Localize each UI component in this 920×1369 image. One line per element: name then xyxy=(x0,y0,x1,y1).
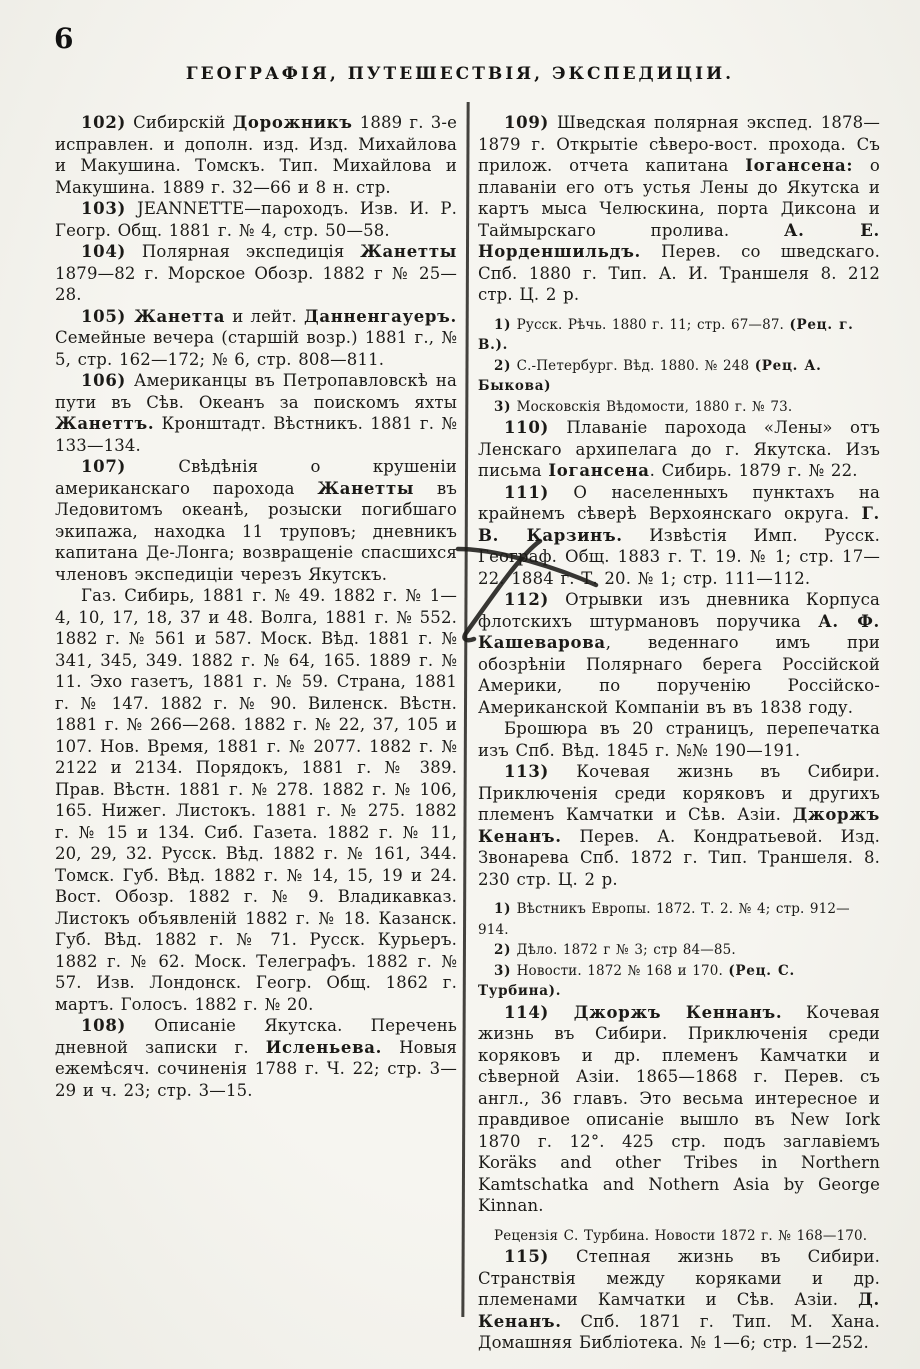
entry-113: 113) Кочевая жизнь въ Сибири. Приключенія среди коряковъ и другихъ племенъ Камчатки и Сѣв. Азіи. Джоржъ Кенанъ. Перев. А. Кондратьевой. Изд. Звонарева Спб. 1872 г. Тип. Траншеля. 8. 230 стр. Ц. 2 р. xyxy=(478,762,880,889)
footnote-109-3: 3) Московскія Вѣдомости, 1880 г. № 73. xyxy=(494,398,793,415)
entry-106: 106) Американцы въ Петропавловскѣ на пути въ Сѣв. Океанъ за поискомъ яхты Жанеттъ. Кронштадт. Вѣстникъ. 1881 г. № 133—134. xyxy=(55,371,457,455)
footnote-113-3: 3) Новости. 1872 № 168 и 170. (Рец. С. Турбина). xyxy=(478,962,795,999)
entry-102: 102) Сибирскій Дорожникъ 1889 г. 3-е исправлен. и дополн. изд. Изд. Михайлова и Макушина. Томскъ. Тип. Михайлова и Макушина. 1889 г. 32—66 и 8 н. стр. xyxy=(55,113,458,197)
running-head: ГЕОГРАФІЯ, ПУТЕШЕСТВІЯ, ЭКСПЕДИЦІИ. xyxy=(185,64,735,84)
entry-111: 111) О населенныхъ пунктахъ на крайнемъ сѣверѣ Верхоянскаго округа. Г. В. Карзинъ. Извѣстія Имп. Русск. Географ. Общ. 1883 г. Т. 19. № 1; стр. 17—22. 1884 г. Т. 20. № 1; стр. 111—112. xyxy=(478,482,880,588)
right-column xyxy=(478,112,880,1354)
entry-112: 112) Отрывки изъ дневника Корпуса флотскихъ штурмановъ поручика А. Ф. Кашеварова, веденнаго имъ при обозрѣніи Полярнаго берега Россійской Америки, по порученію Россійско-Американской Компаніи въ въ 1838 году. xyxy=(478,590,880,717)
entry-114: 114) Джоржъ Кеннанъ. Кочевая жизнь въ Сибири. Приключенія среди коряковъ и др. племенъ Камчатки и сѣверной Азіи. 1865—1868 г. Перев. съ англ., 36 главъ. Это весьма интересное и правдивое описаніе вышло въ New Iork 1870 г. 12°. 425 стр. подъ заглавіемъ Koräks and other Tribes in Northern Kamtschatka and Nothern Asia by George Kinnan. xyxy=(478,1002,880,1215)
entry-105: 105) Жанетта и лейт. Данненгауеръ. Семейные вечера (старшій возр.) 1881 г., № 5, стр. 162—172; № 6, стр. 808—811. xyxy=(55,306,457,369)
entry-107-sources: Газ. Сибирь, 1881 г. № 49. 1882 г. № 1—4, 10, 17, 18, 37 и 48. Волга, 1881 г. № 552. 1882 г. № 561 и 587. Моск. Вѣд. 1881 г. № 341, 345, 349. 1882 г. № 64, 165. 1889 г. № 11. Эхо газетъ, 1881 г. № 59. Страна, 1881 г. № 147. 1882 г. № 90. Виленск. Вѣстн. 1881 г. № 266—268. 1882 г. № 22, 37, 105 и 107. Нов. Время, 1881 г. № 2077. 1882 г. № 2122 и 2134. Порядокъ, 1881 г. № 389. Прав. Вѣстн. 1881 г. № 278. 1882 г. № 106, 165. Нижег. Листокъ. 1881 г. № 275. 1882 г. № 15 и 134. Сиб. Газета. 1882 г. № 11, 20, 29, 32. Русск. Вѣд. 1882 г. № 161, 344. Томск. Губ. Вѣд. 1882 г. № 14, 15, 19 и 24. Вост. Обозр. 1882 г. № 9. Владикавказ. Листокъ объявленій 1882 г. № 18. Казанск. Губ. Вѣд. 1882 г. № 71. Русск. Курьеръ. 1882 г. № 62. Моск. Телеграфъ. 1882 г. № 57. Изв. Лондонск. Геогр. Общ. 1862 г. мартъ. Голосъ. 1882 г. № 20. xyxy=(55,586,457,1014)
entry-115: 115) Степная жизнь въ Сибири. Странствія между коряками и др. племенами Камчатки и Сѣв. Азіи. Д. Кенанъ. Спб. 1871 г. Тип. М. Хана. Домашняя Библіотека. № 1—6; стр. 1—252. xyxy=(478,1247,880,1352)
entry-104: 104) Полярная экспедиція Жанетты 1879—82 г. Морское Обозр. 1882 г № 25—28. xyxy=(55,242,457,304)
footnote-113-1: 1) Вѣстникъ Европы. 1872. Т. 2. № 4; стр. 912—914. xyxy=(478,901,850,938)
entry-107: 107) Свѣдѣнія о крушеніи американскаго парохода Жанетты въ Ледовитомъ океанѣ, розыски погибшаго экипажа, находка 11 труповъ; дневникъ капитана Де-Лонга; возвращеніе спасшихся членовъ экспедиціи черезъ Якутскъ. xyxy=(55,457,457,584)
entry-103: 103) JEANNETTE—пароходъ. Изв. И. Р. Геогр. Общ. 1881 г. № 4, стр. 50—58. xyxy=(55,199,457,240)
footnote-113-2: 2) Дѣло. 1872 г № 3; стр 84—85. xyxy=(494,942,736,958)
entry-109: 109) Шведская полярная экспед. 1878—1879 г. Открытіе сѣверо-вост. прохода. Съ прилож. отчета капитана Іогансена: о плаваніи его отъ устья Лены до Якутска и картъ мыса Челюскина, порта Диксона и Таймырскаго пролива. А. Е. Норденшильдъ. Перев. со шведскаго. Спб. 1880 г. Тип. А. И. Траншеля 8. 212 стр. Ц. 2 р. xyxy=(478,113,880,304)
column-divider xyxy=(461,102,469,1317)
entry-108: 108) Описаніе Якутска. Перечень дневной записки г. Исленьева. Новыя ежемѣсяч. сочиненія 1788 г. Ч. 22; стр. 3—29 и ч. 23; стр. 3—15. xyxy=(55,1016,457,1100)
left-column xyxy=(55,112,457,1101)
footnote-114: Рецензія С. Турбина. Новости 1872 г. № 168—170. xyxy=(494,1227,868,1244)
note-112: Брошюра въ 20 страницъ, перепечатка изъ Спб. Вѣд. 1845 г. №№ 190—191. xyxy=(478,719,880,760)
footnote-109-2: 2) С.-Петербург. Вѣд. 1880. № 248 (Рец. А. Быкова) xyxy=(478,357,822,394)
footnote-109-1: 1) Русск. Рѣчь. 1880 г. 11; стр. 67—87. (Рец. г. В.). xyxy=(478,316,854,353)
page-number: 6 xyxy=(54,22,74,55)
entry-110: 110) Плаваніе парохода «Лены» отъ Ленскаго архипелага до г. Якутска. Изъ письма Іогансена. Сибирь. 1879 г. № 22. xyxy=(478,418,880,480)
